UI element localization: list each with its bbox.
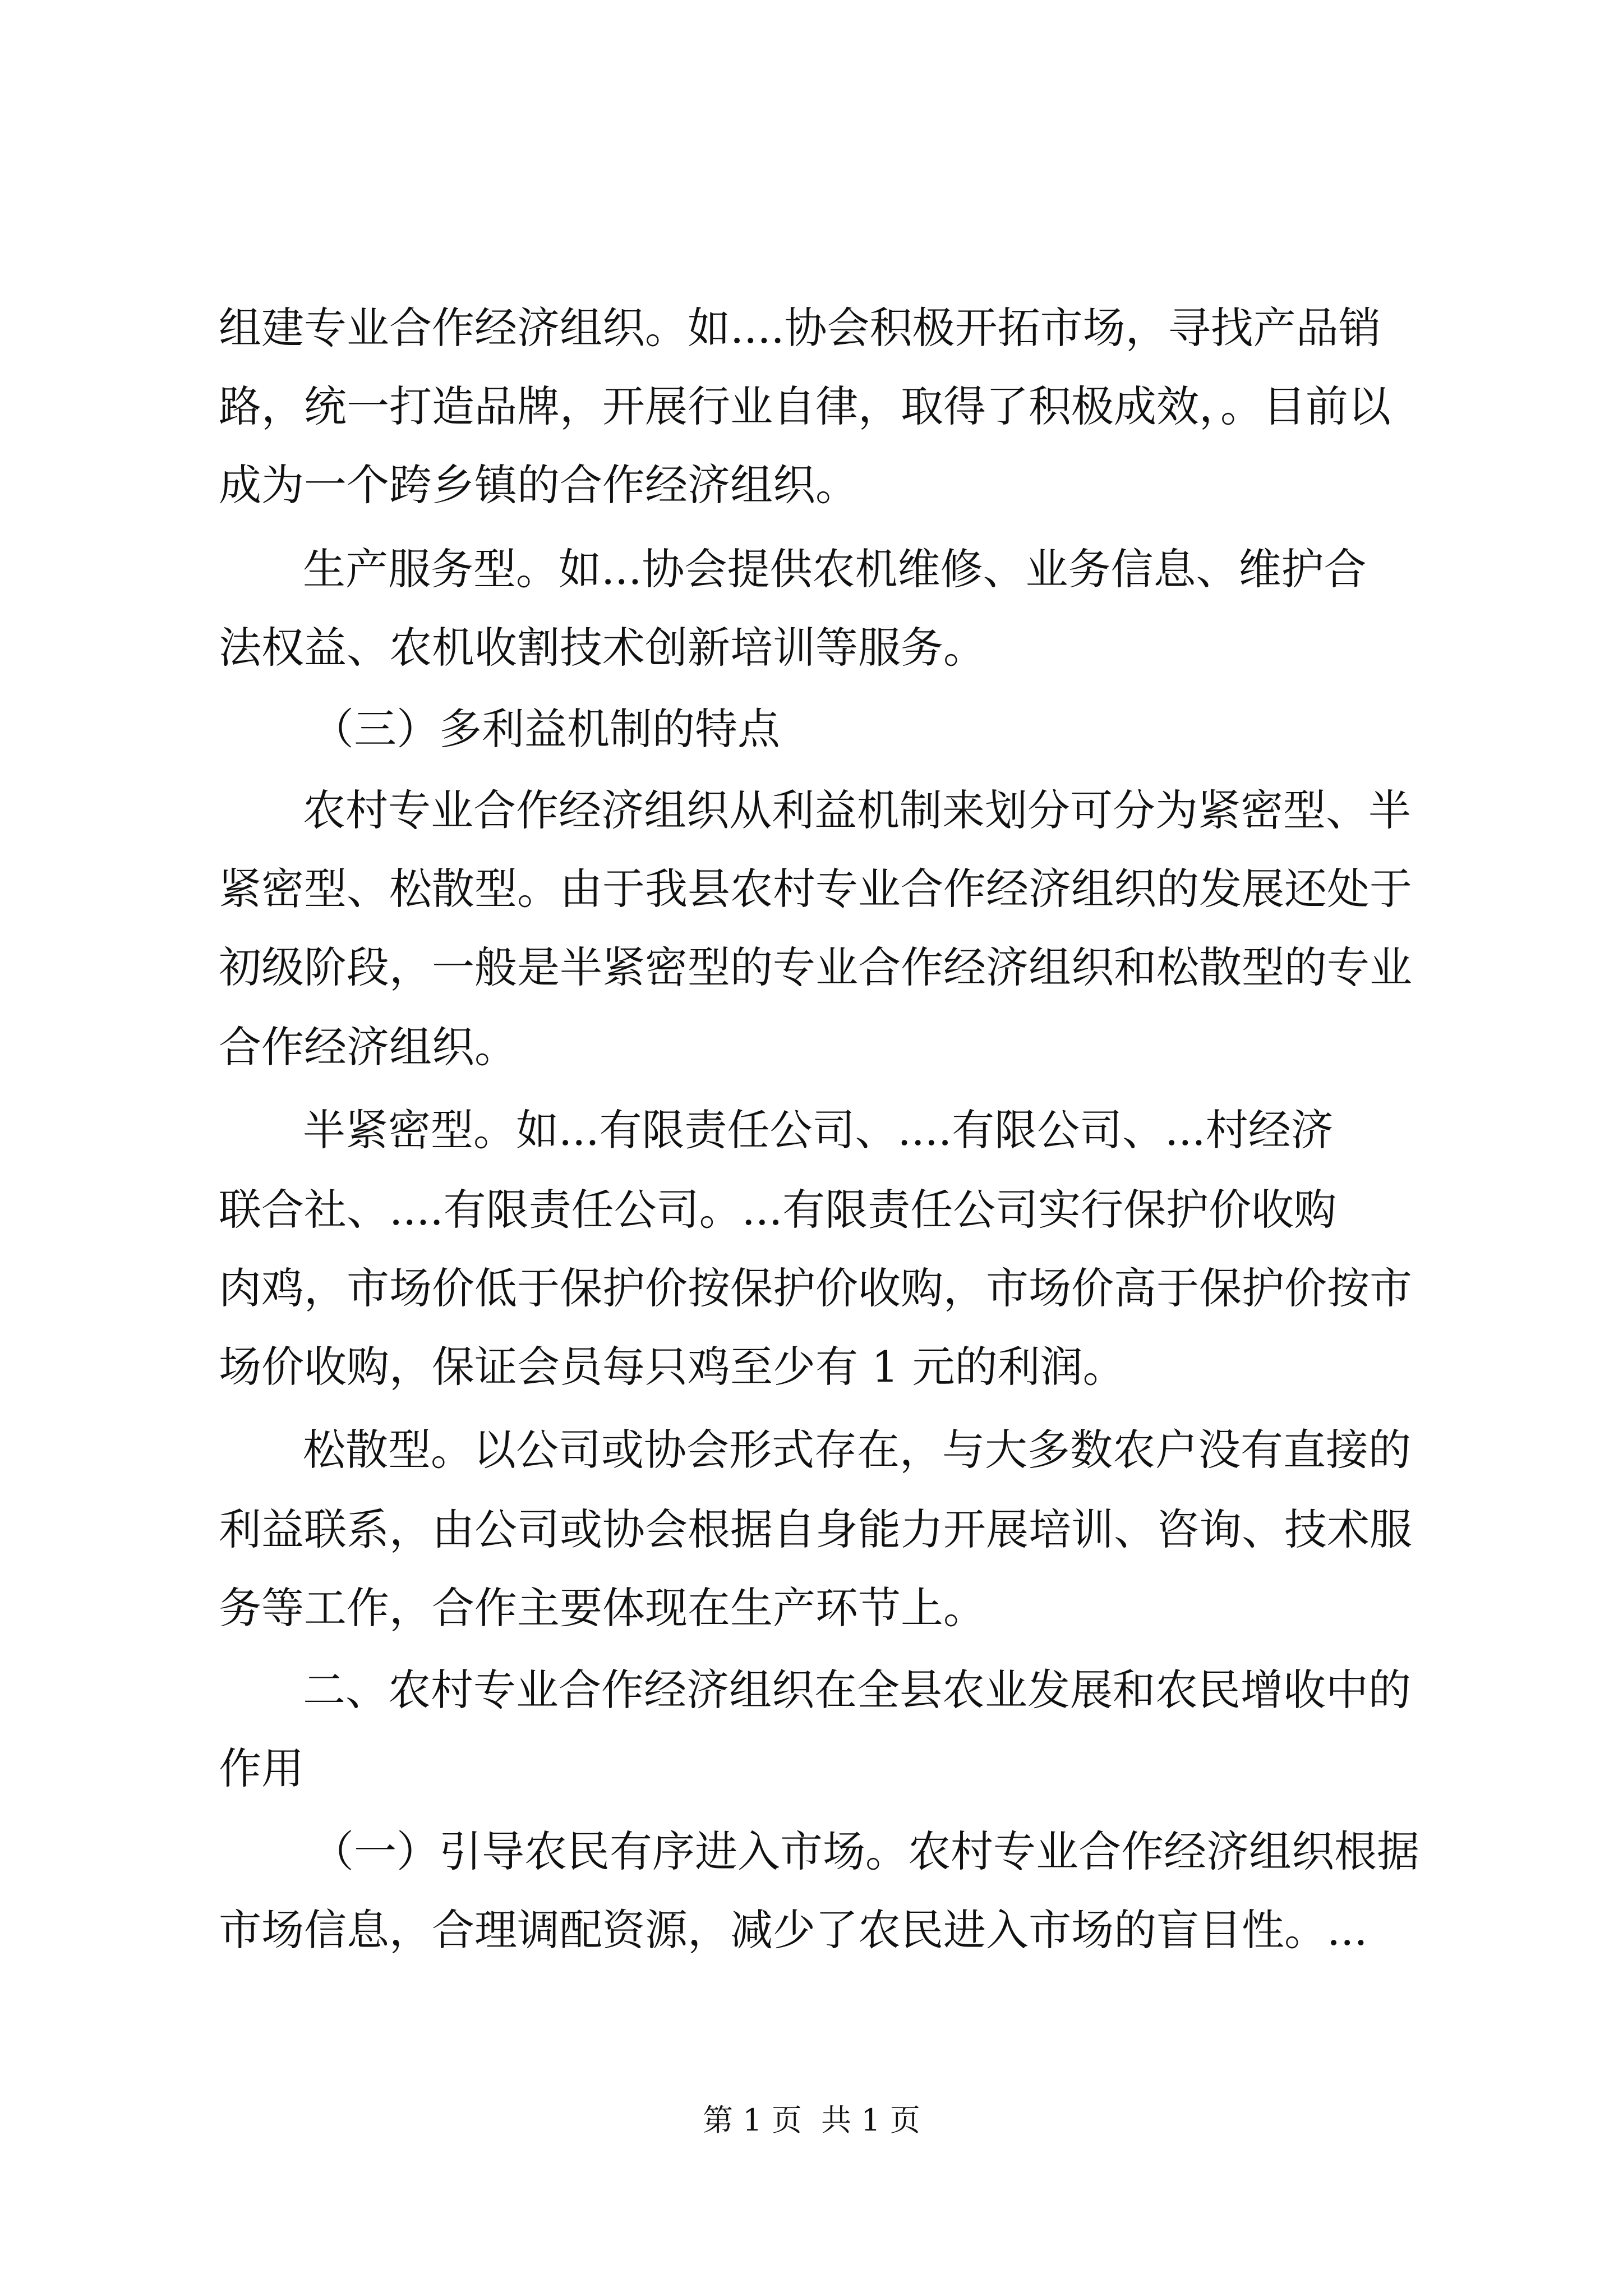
text-line-8: 紧密型、松散型。由于我县农村专业合作经济组织的发展还处于 — [219, 864, 1412, 914]
text-line-14: 场价收购，保证会员每只鸡至少有 1 元的利润。 — [219, 1342, 1126, 1392]
text-line-1: 组建专业合作经济组织。如....协会积极开拓市场，寻找产品销 — [219, 303, 1381, 353]
text-line-5: 法权益、农机收割技术创新培训等服务。 — [219, 623, 986, 673]
text-line-20: （一）引导农民有序进入市场。农村专业合作经济组织根据 — [311, 1826, 1419, 1876]
text-line-16: 利益联系，由公司或协会根据自身能力开展培训、咨询、技术服 — [219, 1504, 1412, 1554]
page-footer: 第 1 页 共 1 页 — [703, 2102, 920, 2138]
text-line-21: 市场信息，合理调配资源，减少了农民进入市场的盲目性。... — [219, 1905, 1368, 1955]
text-line-15: 松散型。以公司或协会形式存在，与大多数农户没有直接的 — [303, 1425, 1411, 1475]
section-heading-3: （三）多利益机制的特点 — [311, 704, 780, 754]
text-line-9: 初级阶段，一般是半紧密型的专业合作经济组织和松散型的专业 — [219, 942, 1412, 992]
text-line-3: 成为一个跨乡镇的合作经济组织。 — [219, 460, 858, 510]
text-line-10: 合作经济组织。 — [219, 1022, 517, 1072]
text-line-7: 农村专业合作经济组织从利益机制来划分可分为紧密型、半 — [303, 785, 1411, 835]
text-line-12: 联合社、....有限责任公司。...有限责任公司实行保护价收购 — [219, 1185, 1337, 1235]
text-line-19: 作用 — [219, 1743, 304, 1793]
text-line-4: 生产服务型。如...协会提供农机维修、业务信息、维护合 — [303, 544, 1367, 594]
section-heading-2: 二、农村专业合作经济组织在全县农业发展和农民增收中的 — [303, 1665, 1411, 1715]
text-line-13: 肉鸡，市场价低于保护价按保护价收购，市场价高于保护价按市 — [219, 1263, 1412, 1313]
text-line-2: 路，统一打造品牌，开展行业自律，取得了积极成效，。目前以 — [219, 381, 1391, 431]
text-line-11: 半紧密型。如...有限责任公司、....有限公司、...村经济 — [303, 1105, 1334, 1155]
text-line-17: 务等工作，合作主要体现在生产环节上。 — [219, 1583, 986, 1633]
